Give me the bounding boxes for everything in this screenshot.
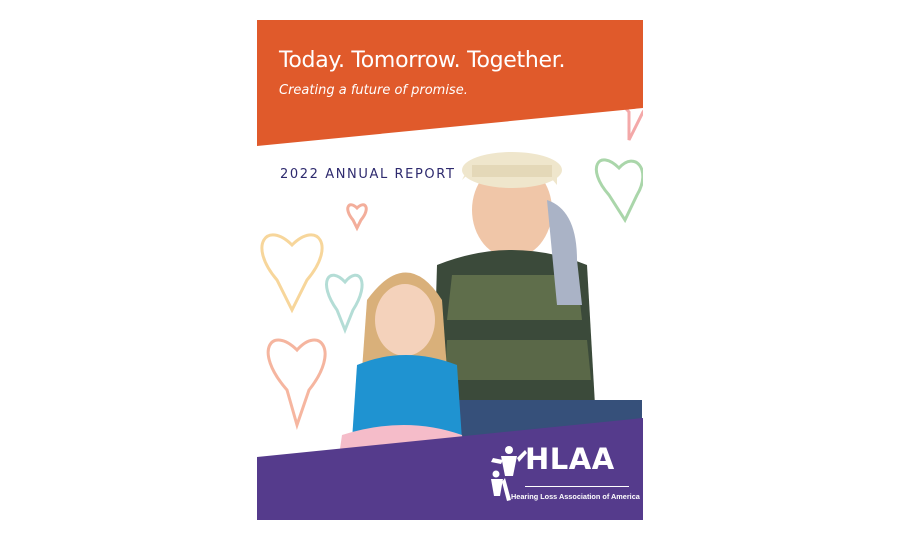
cover-tagline: Creating a future of promise. [279,83,468,98]
annual-report-cover [257,20,643,520]
logo-divider [525,486,629,487]
report-title: 2022 ANNUAL REPORT [280,167,456,182]
hlaa-logo [485,442,640,508]
logo-organization-name: Hearing Loss Association of America [511,492,640,501]
cover-headline: Today. Tomorrow. Together. [279,48,566,73]
logo-acronym: HLAA [525,442,615,476]
